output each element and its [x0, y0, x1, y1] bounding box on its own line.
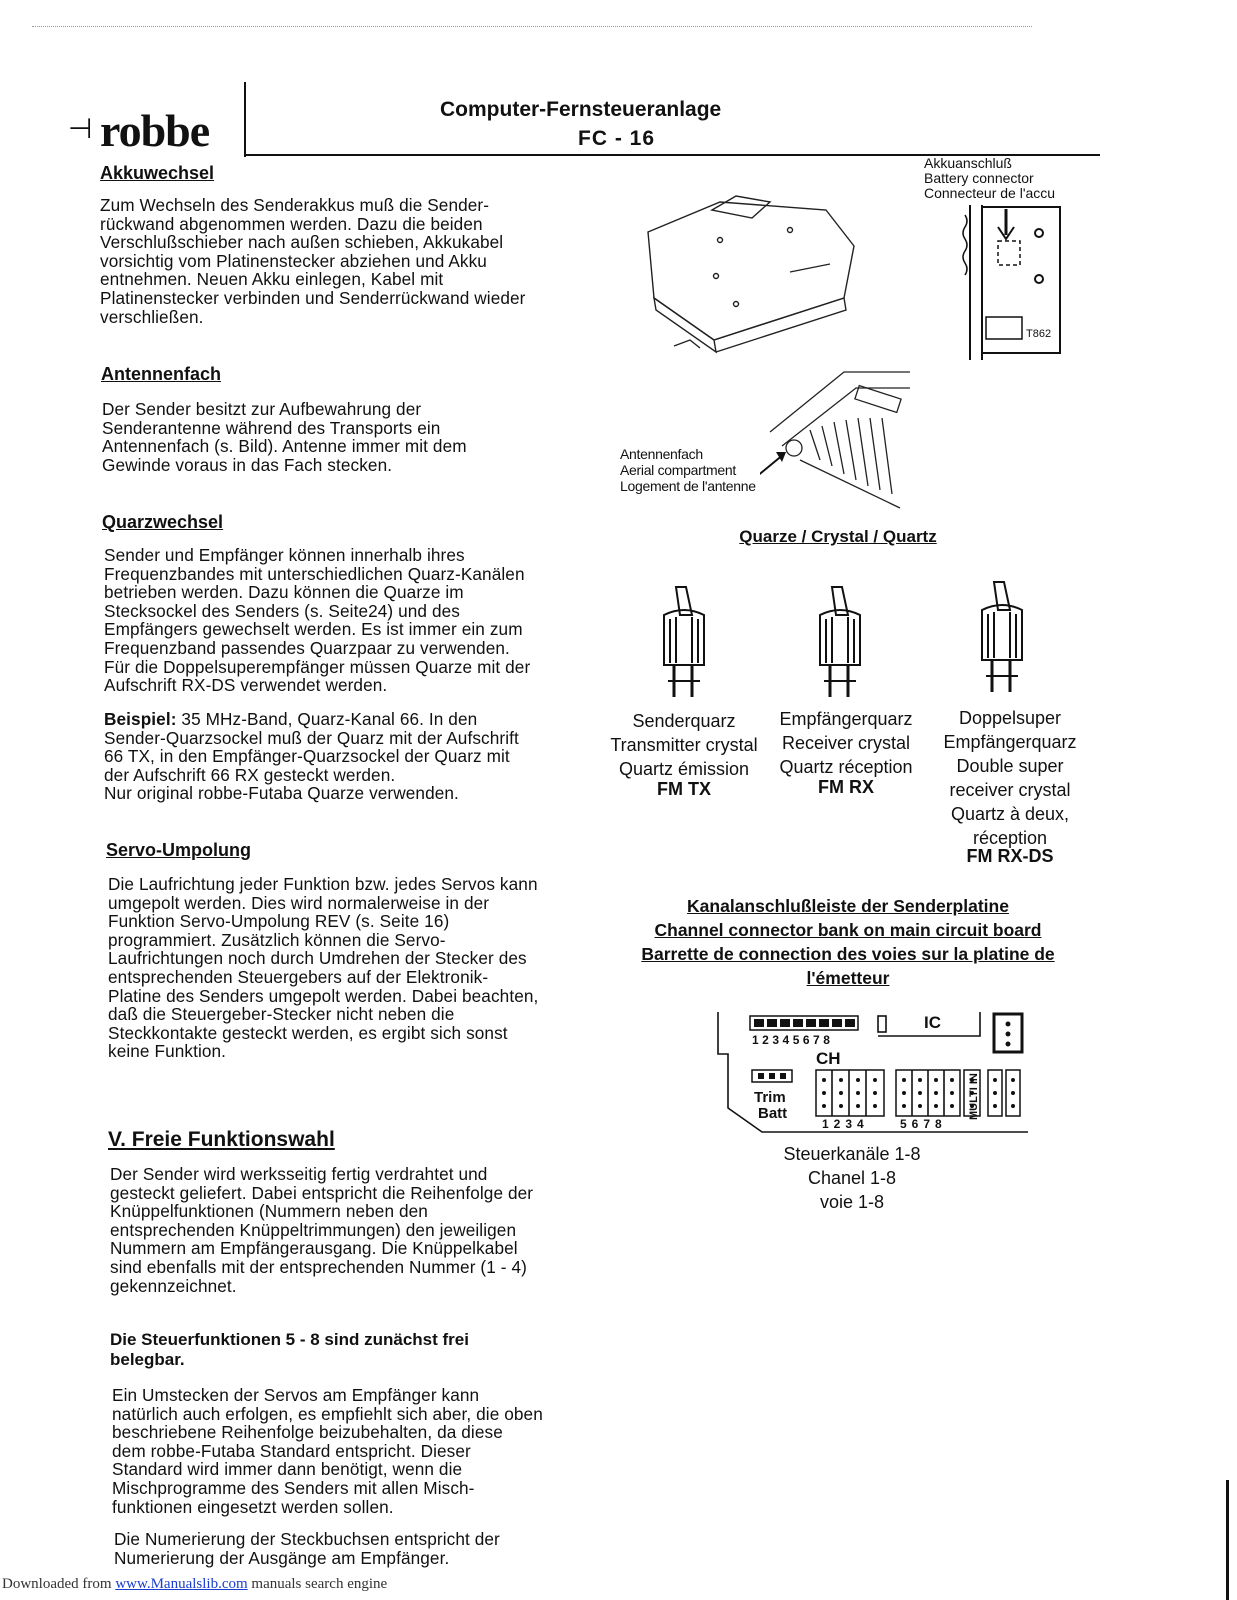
connector-board-diagram: [712, 1008, 1032, 1138]
paragraph-umstecken: Ein Umstecken der Servos am Empfänger kann natürlich auch erfolgen, es empfiehlt sich aber, die oben beschriebene Reihenfolge beizubehalten, da diese dem robbe-Futaba Standard entspricht. Dieser Standard wird immer dann benötigt, wenn die Mischprogramme des Senders mit allen Misch- funktionen eingesetzt werden sollen.: [112, 1385, 543, 1517]
paragraph-servo-umpolung: Die Laufrichtung jeder Funktion bzw. jedes Servos kann umgepolt werden. Dies wird normalerweise in der Funktion Servo-Umpolung REV (s. Seite 16) programmiert. Zusätzlich können die Servo- Laufrichtungen noch durch Umdrehen der Stecker des entsprechenden Steuergebers auf der Elektronik- Platine des Senders umgepolt werden. Dabei beachten, daß die Steuergeber-Stecker nicht neben die Steckkontakte gesteckt werden, es ergibt sich sonst keine Funktion.: [108, 874, 539, 1062]
heading-servo-umpolung: Servo-Umpolung: [106, 840, 252, 860]
paragraph-akkuwechsel: Zum Wechseln des Senderakkus muß die Sender- rückwand abgenommen werden. Dazu die beiden Verschlußschieber nach außen schieben, Akkukabel vorsichtig vom Platinenstecker abziehen und Akku entnehmen. Neuen Akku einlegen, Kabel mit Platinenstecker verbinden und Senderrückwand wieder verschließen.: [100, 195, 526, 327]
bottom-numbers-right: 5678: [900, 1117, 947, 1131]
page-title: Computer-Fernsteueranlage: [440, 98, 722, 121]
heading-antennenfach: Antennenfach: [101, 364, 222, 384]
heading-akkuwechsel: Akkuwechsel: [100, 163, 215, 183]
paragraph-freie-funktionswahl: Der Sender wird werksseitig fertig verdrahtet und gesteckt geliefert. Dabei entspricht die Reihenfolge der Knüppelfunktionen (Nummern neben den entsprechenden Knüppeltrimmungen) den jeweiligen Nummern am Empfängerausgang. Die Knüppelkabel sind ebenfalls mit der entsprechenden Nummer (1 - 4) gekennzeichnet.: [110, 1164, 534, 1296]
paragraph-quarzwechsel: Sender und Empfänger können innerhalb ihres Frequenzbandes mit unterschiedlichen Quarz-Kanälen betrieben werden. Dazu können die Quarze im Stecksockel des Senders (s. Seite24) und des Empfängers gewechselt werden. Es ist immer ein zum Frequenzband passendes Quarzpaar zu verwenden. Für die Doppelsuperempfänger müssen Quarze mit der Aufschrift RX-DS verwendet werden.: [104, 545, 531, 696]
multi-in-label: MULTI IN: [968, 1073, 980, 1120]
footer-suffix: manuals search engine: [247, 1576, 388, 1592]
paragraph-beispiel: [104, 710, 594, 803]
transmitter-back-illustration: [640, 180, 880, 360]
crystal-rx-ds-label: Doppelsuper Empfängerquarz Double super receiver crystal Quartz à deux, réception: [943, 708, 1077, 848]
crystal-tx-icon: [656, 585, 712, 703]
crystal-rx-code: FM RX: [818, 777, 874, 797]
ic-label: IC: [924, 1013, 941, 1032]
logo-mark-icon: ⊣: [68, 113, 93, 144]
paragraph-antennenfach: Der Sender besitzt zur Aufbewahrung der Senderantenne während des Transports ein Antennenfach (s. Bild). Antenne immer mit dem Gewinde voraus in das Fach stecken.: [102, 399, 467, 475]
connector-top-numbers: 12345678: [752, 1033, 834, 1047]
heading-quarzwechsel: Quarzwechsel: [102, 512, 224, 532]
crystal-tx-label: Senderquarz Transmitter crystal Quartz émission: [610, 711, 758, 779]
model-name: FC - 16: [578, 127, 656, 150]
ch-label: CH: [816, 1049, 841, 1068]
crystal-rx-ds-icon: [974, 580, 1030, 698]
manualslib-link[interactable]: www.Manualslib.com: [115, 1576, 248, 1592]
download-footer: [2, 1576, 387, 1593]
scan-edge: [1226, 1480, 1229, 1600]
robbe-logo: robbe: [100, 105, 210, 156]
crystal-rx-icon: [812, 585, 868, 703]
batt-label: Batt: [758, 1105, 788, 1122]
heading-freie-funktionswahl: V. Freie Funktionswahl: [108, 1128, 335, 1151]
scan-artifact-line: [32, 26, 1032, 28]
connector-heading: Kanalanschlußleiste der Senderplatine Channel connector bank on main circuit board Barrette de connection des voies sur la platine de l'émetteur: [641, 896, 1055, 988]
battery-caption: Akkuanschluß Battery connector Connecteur de l'accu: [924, 155, 1056, 201]
footer-prefix: Downloaded from: [2, 1576, 116, 1592]
connector-caption: Steuerkanäle 1-8 Chanel 1-8 voie 1-8: [783, 1144, 921, 1212]
crystal-rx-label: Empfängerquarz Receiver crystal Quartz réception: [779, 709, 913, 777]
subheading-steuerfunktionen: Die Steuerfunktionen 5 - 8 sind zunächst frei belegbar.: [110, 1330, 469, 1369]
trim-label: Trim: [754, 1089, 786, 1106]
board-label: T862: [1026, 328, 1052, 340]
beispiel-text: 35 MHz-Band, Quarz-Kanal 66. In den Sender-Quarzsockel muß der Quarz mit der Aufschrift 66 TX, in den Empfänger-Quarzsockel der Quarz mit der Aufschrift 66 RX gesteckt werden. Nur original robbe-Futaba Quarze verwenden.: [104, 709, 519, 804]
crystals-heading: Quarze / Crystal / Quartz: [739, 527, 937, 546]
crystal-tx-code: FM TX: [657, 779, 711, 799]
beispiel-label: Beispiel:: [104, 709, 177, 729]
bottom-numbers-left: 1234: [822, 1117, 869, 1131]
crystal-rx-ds-code: FM RX-DS: [966, 846, 1054, 866]
battery-connector-diagram: [962, 205, 1067, 365]
header-divider: [244, 82, 246, 157]
antenna-caption: Antennenfach Aerial compartment Logement de l'antenne: [620, 446, 756, 494]
antenna-compartment-illustration: [760, 370, 910, 510]
paragraph-numerierung: Die Numerierung der Steckbuchsen entspricht der Numerierung der Ausgänge am Empfänger.: [114, 1529, 500, 1568]
